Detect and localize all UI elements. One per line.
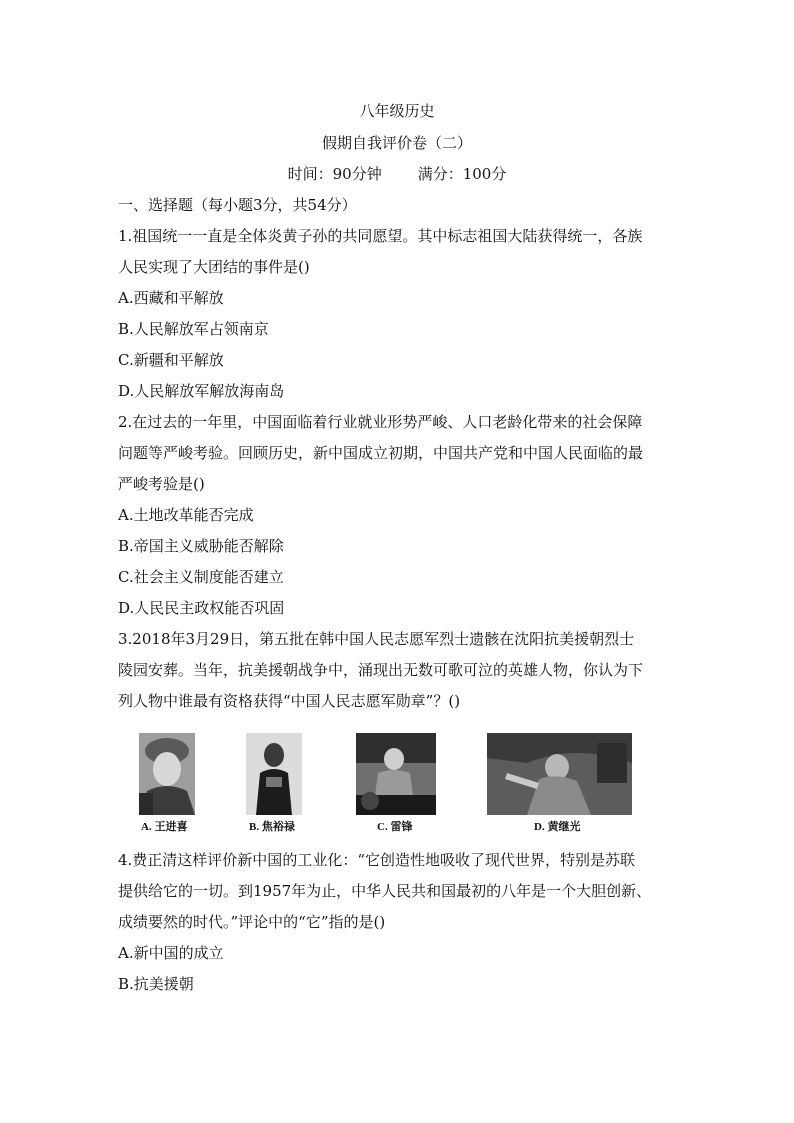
exam-time: 时间：90分钟 (287, 165, 382, 183)
question-3-stem-line3: 列人物中谁最有资格获得“中国人民志愿军勋章”？() (118, 692, 461, 710)
exam-score: 满分：100分 (417, 165, 507, 183)
photo-caption-b: B. 焦裕禄 (249, 821, 295, 833)
question-1-stem-line2: 人民实现了大团结的事件是() (118, 258, 310, 276)
question-2-option-c: C.社会主义制度能否建立 (118, 568, 284, 586)
portrait-photo-a (139, 733, 195, 815)
section-heading: 一、选择题（每小题3分，共54分） (118, 196, 357, 214)
page-subtitle: 假期自我评价卷（二） (321, 134, 472, 152)
question-2-stem-line2: 问题等严峻考验。回顾历史，新中国成立初期，中国共产党和中国人民面临的最 (118, 444, 644, 462)
question-4-option-b: B.抗美援朝 (118, 975, 194, 993)
photo-caption-c: C. 雷锋 (377, 821, 413, 833)
question-4-stem-line1: 4.费正清这样评价新中国的工业化：“它创造性地吸收了现代世界，特别是苏联 (118, 851, 635, 869)
question-4-stem-line2: 提供给它的一切。到1957年为止，中华人民共和国最初的八年是一个大胆创新、 (118, 882, 652, 900)
exam-meta (0, 164, 794, 184)
question-2-option-b: B.帝国主义威胁能否解除 (118, 537, 284, 555)
question-1-stem-line1: 1.祖国统一一直是全体炎黄子孙的共同愿望。其中标志祖国大陆获得统一，各族 (118, 227, 643, 245)
question-4-option-a: A.新中国的成立 (118, 944, 224, 962)
photo-caption-d: D. 黄继光 (534, 821, 581, 833)
question-2-stem-line3: 严峻考验是() (118, 475, 205, 493)
question-1-option-b: B.人民解放军占领南京 (118, 320, 269, 338)
question-2-stem-line1: 2.在过去的一年里，中国面临着行业就业形势严峻、人口老龄化带来的社会保障 (118, 413, 643, 431)
photo-caption-a: A. 王进喜 (141, 821, 188, 833)
portrait-photo-c (356, 733, 436, 815)
question-2-option-a: A.土地改革能否完成 (118, 506, 254, 524)
question-2-option-d: D.人民民主政权能否巩固 (118, 599, 285, 617)
question-4-stem-line3: 成绩要然的时代。”评论中的“它”指的是() (118, 913, 386, 931)
portrait-photo-b (246, 733, 302, 815)
question-1-option-a: A.西藏和平解放 (118, 289, 224, 307)
question-1-option-d: D.人民解放军解放海南岛 (118, 382, 285, 400)
question-3-stem-line2: 陵园安葬。当年，抗美援朝战争中，涌现出无数可歌可泣的英雄人物，你认为下 (118, 661, 644, 679)
page-title: 八年级历史 (359, 102, 435, 120)
painting-photo-d (487, 733, 632, 815)
question-3-stem-line1: 3.2018年3月29日，第五批在韩中国人民志愿军烈士遗骸在沈阳抗美援朝烈士 (118, 630, 635, 648)
question-1-option-c: C.新疆和平解放 (118, 351, 224, 369)
